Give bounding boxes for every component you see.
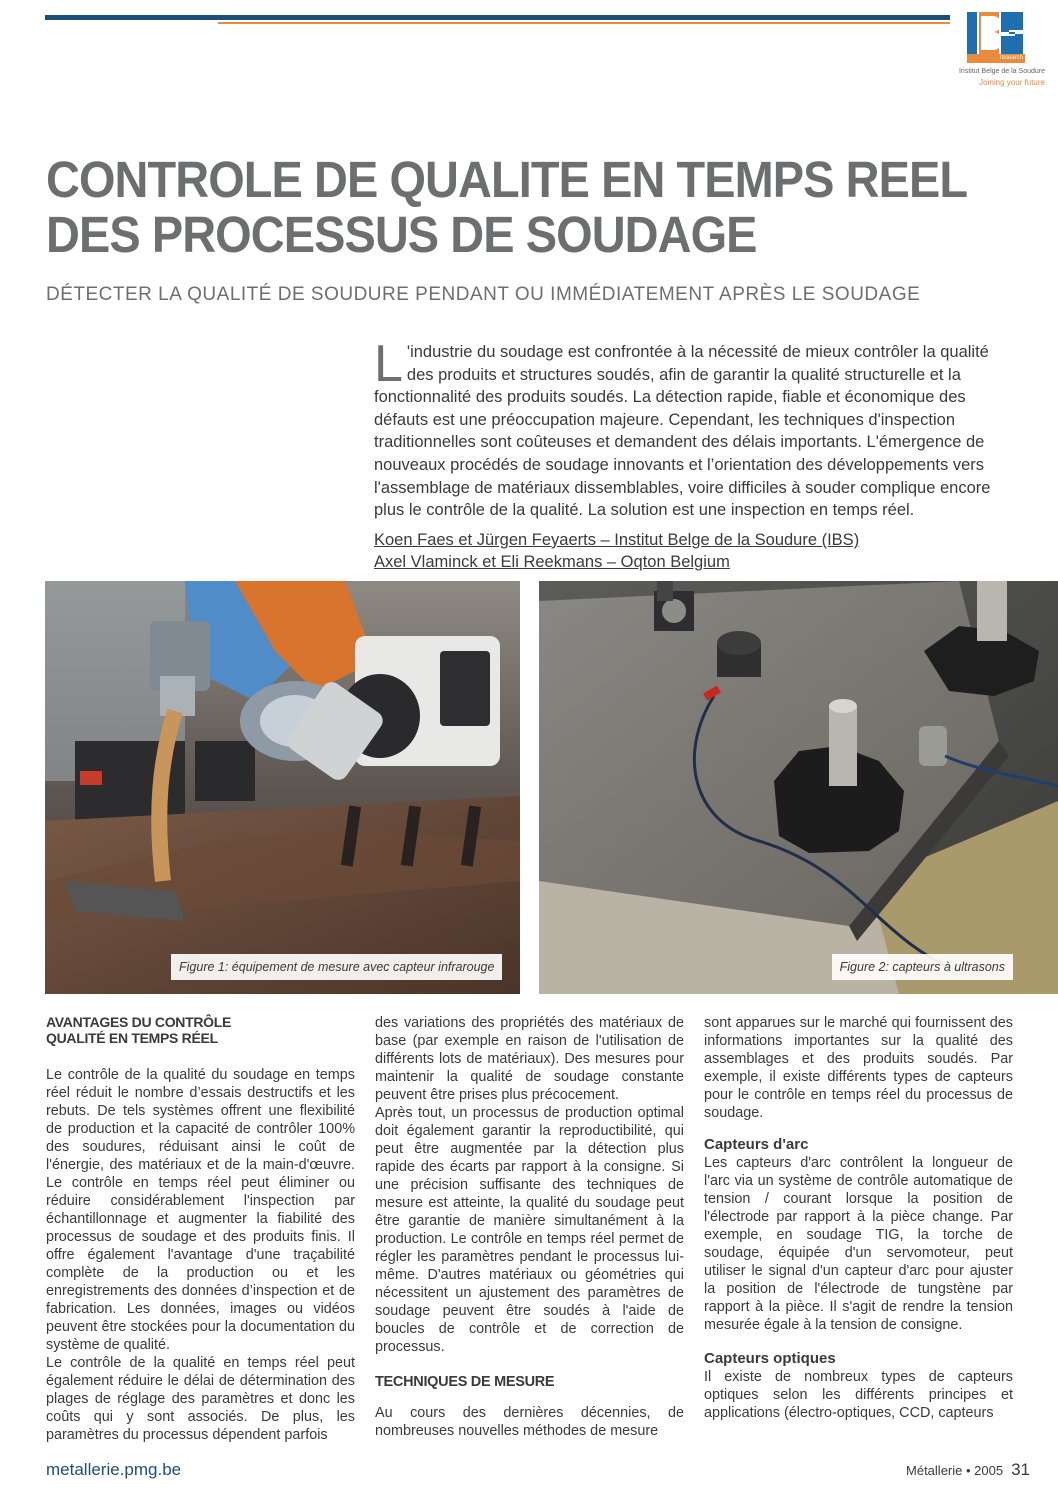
footer-website: metallerie.pmg.be xyxy=(46,1460,182,1479)
section-heading-avantages-line2: QUALITÉ EN TEMPS RÉEL xyxy=(46,1030,218,1046)
paragraph: des variations des propriétés des matériaux de base (par exemple en raison de l'utilisation de différents lots de matériaux). Des mesures pour maintenir la qualité de soudage constante peuvent être prises plus précocement. xyxy=(375,1015,684,1103)
logo-tagline: Joining your future xyxy=(979,78,1045,87)
paragraph: Le contrôle de la qualité du soudage en temps réel réduit le nombre d’essais destructifs et les rebuts. De tels systèmes offrent une flexibilité de production et la capacité de contrôler 100% des soudures, réduisant ainsi le coût de l'énergie, des matériaux et de la main-d'œuvre. Le contrôle en temps réel peut éliminer ou réduire considérablement l'inspection par échantillonnage et augmenter la fiabilité des processus de soudage et des produits finis. Il offre également l'avantage d'une traçabilité complète de la production ou et les enregistrements des données d’inspection et de fabrication. Les données, images ou vidéos peuvent être stockées pour la documentation du système de qualité. xyxy=(46,1067,355,1353)
header-rule-orange xyxy=(218,22,950,24)
paragraph: sont apparues sur le marché qui fournissent des informations importantes sur la qualité des assemblages et des produits soudés. Par exemple, il existe différents types de capteurs pour le contrôle en temps réel du processus de soudage. xyxy=(704,1015,1013,1121)
body-column-1 xyxy=(46,1014,355,1444)
paragraph: Au cours des dernières décennies, de nombreuses nouvelles méthodes de mesure xyxy=(375,1405,684,1439)
logo-research-label: research xyxy=(967,54,1025,63)
figure-2 xyxy=(539,581,1058,994)
ibs-logo xyxy=(955,10,1045,90)
footer-issue-label: Métallerie • 2005 xyxy=(906,1463,1004,1478)
figure-2-caption: Figure 2: capteurs à ultrasons xyxy=(832,954,1013,980)
logo-institute-name: Institut Belge de la Soudure xyxy=(958,68,1045,75)
header-rule-blue xyxy=(45,15,950,20)
figure-1-caption: Figure 1: équipement de mesure avec capteur infrarouge xyxy=(171,954,502,980)
intro-text: 'industrie du soudage est confrontée à la nécessité de mieux contrôler la qualité des produits et structures soudés, afin de garantir la qualité structurelle et la fonctionnalité des produits soudés. La détection rapide, fiable et économique des défauts est une préoccupation majeure. Cependant, les techniques d'inspection traditionnelles sont coûteuses et demandent des délais importants. L'émergence de nouveaux procédés de soudage innovants et l’orientation des développements vers l'assemblage de matériaux dissemblables, voire difficiles à souder complique encore plus le contrôle de la qualité. La solution est une inspection en temps réel. xyxy=(374,343,991,520)
section-heading-avantages-line1: AVANTAGES DU CONTRÔLE xyxy=(46,1014,232,1030)
section-heading-techniques: TECHNIQUES DE MESURE xyxy=(375,1374,555,1390)
subheading-capteurs-optiques: Capteurs optiques xyxy=(704,1350,836,1367)
paragraph: Il existe de nombreux types de capteurs optiques selon les différents principes et applications (électro-optiques, CCD, capteurs xyxy=(704,1369,1013,1421)
article-intro xyxy=(374,335,1014,522)
author-line-1: Koen Faes et Jürgen Feyaerts – Institut Belge de la Soudure (IBS) xyxy=(374,531,860,549)
body-column-3 xyxy=(704,1014,1013,1422)
paragraph: Le contrôle de la qualité en temps réel peut également réduire le délai de détermination des plages de réglage des paramètres et donc les coûts qui y sont associés. De plus, les paramètres du processus dépendent parfois xyxy=(46,1355,355,1443)
paragraph: Les capteurs d'arc contrôlent la longueur de l'arc via un système de contrôle automatique de tension / courant lorsque la position de l'électrode par rapport à la pièce change. Par exemple, en soudage TIG, la torche de soudage, équipée d'un servomoteur, peut utiliser le signal d'un capteur d'arc pour ajuster la position de l'électrode de tungstène par rapport à la pièce. Il s'agit de rendre la tension mesurée égale à la tension de consigne. xyxy=(704,1155,1013,1333)
article-title xyxy=(46,151,968,263)
paragraph: Après tout, un processus de production optimal doit également garantir la reproductibilité, qui peut être augmentée par la détection plus rapide des écarts par rapport à la consigne. Si une précision suffisante des techniques de mesure est atteinte, la qualité du soudage peut être garantie de manière simultanément à la production. Le contrôle en temps réel permet de régler les paramètres pendant le processus lui-même. D'autres matériaux ou géométries qui nécessitent un ajustement des paramètres de soudage peuvent être soudés à l'aide de boucles de contrôle et de correction de processus. xyxy=(375,1105,684,1355)
author-line-2: Axel Vlaminck et Eli Reekmans – Oqton Belgium xyxy=(374,553,730,571)
subheading-capteurs-arc: Capteurs d'arc xyxy=(704,1136,809,1153)
article-title-line1: CONTROLE DE QUALITE EN TEMPS REEL xyxy=(46,151,968,208)
article-authors xyxy=(374,529,1014,573)
intro-dropcap: L xyxy=(374,335,403,393)
article-title-line2: DES PROCESSUS DE SOUDAGE xyxy=(46,206,757,263)
section-heading-avantages xyxy=(46,1014,355,1046)
figure-1 xyxy=(45,581,520,994)
page-number: 31 xyxy=(1011,1460,1030,1479)
article-subtitle: DÉTECTER LA QUALITÉ DE SOUDURE PENDANT OU IMMÉDIATEMENT APRÈS LE SOUDAGE xyxy=(46,284,921,305)
figure-2-photo xyxy=(539,581,1058,994)
body-column-2 xyxy=(375,1014,684,1440)
footer-issue xyxy=(906,1460,1030,1480)
figure-1-photo xyxy=(45,581,520,994)
